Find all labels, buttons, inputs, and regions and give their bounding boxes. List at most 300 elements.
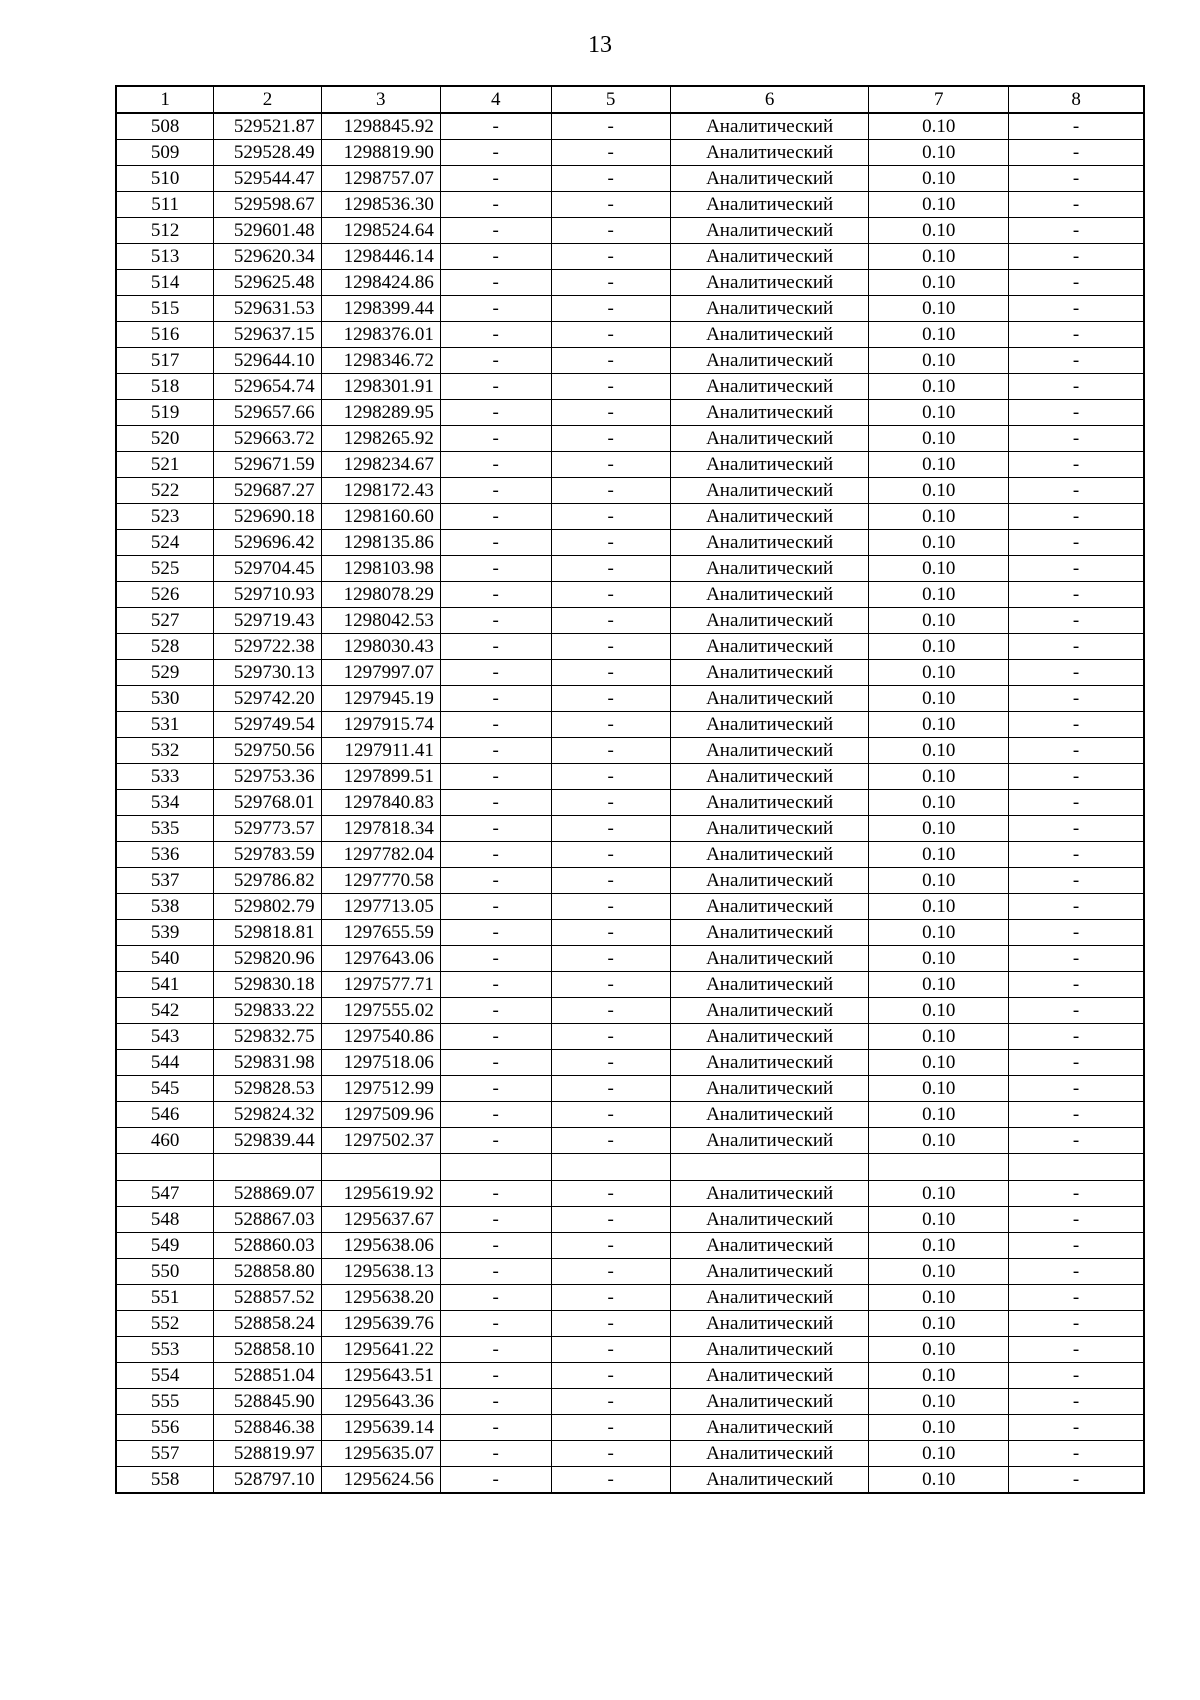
col8-cell: - [1009, 1102, 1144, 1128]
y-coordinate-cell: 1295643.36 [321, 1389, 440, 1415]
col4-cell: - [440, 1285, 551, 1311]
x-coordinate-cell: 529833.22 [214, 998, 321, 1024]
x-coordinate-cell: 529719.43 [214, 608, 321, 634]
point-number-cell: 534 [116, 790, 214, 816]
x-coordinate-cell: 529637.15 [214, 322, 321, 348]
y-coordinate-cell: 1298103.98 [321, 556, 440, 582]
accuracy-cell: 0.10 [869, 1311, 1009, 1337]
point-number-cell: 558 [116, 1467, 214, 1494]
method-cell [670, 1154, 869, 1181]
point-number-cell: 527 [116, 608, 214, 634]
y-coordinate-cell: 1295637.67 [321, 1207, 440, 1233]
y-coordinate-cell: 1298399.44 [321, 296, 440, 322]
col4-cell: - [440, 322, 551, 348]
col8-cell: - [1009, 660, 1144, 686]
col5-cell: - [551, 686, 670, 712]
method-cell: Аналитический [670, 1415, 869, 1441]
col5-cell: - [551, 738, 670, 764]
point-number-cell: 460 [116, 1128, 214, 1154]
x-coordinate-cell: 528797.10 [214, 1467, 321, 1494]
accuracy-cell: 0.10 [869, 686, 1009, 712]
method-cell: Аналитический [670, 1337, 869, 1363]
point-number-cell: 512 [116, 218, 214, 244]
table-row [116, 1389, 1144, 1415]
x-coordinate-cell: 529786.82 [214, 868, 321, 894]
point-number-cell: 530 [116, 686, 214, 712]
col8-cell: - [1009, 504, 1144, 530]
col8-cell: - [1009, 1233, 1144, 1259]
col4-cell: - [440, 244, 551, 270]
col4-cell: - [440, 1259, 551, 1285]
col5-cell: - [551, 842, 670, 868]
method-cell: Аналитический [670, 816, 869, 842]
method-cell: Аналитический [670, 946, 869, 972]
col4-cell: - [440, 920, 551, 946]
method-cell: Аналитический [670, 113, 869, 140]
x-coordinate-cell: 529783.59 [214, 842, 321, 868]
y-coordinate-cell: 1297915.74 [321, 712, 440, 738]
y-coordinate-cell: 1295624.56 [321, 1467, 440, 1494]
col4-cell: - [440, 972, 551, 998]
point-number-cell: 532 [116, 738, 214, 764]
col4-cell: - [440, 842, 551, 868]
y-coordinate-cell: 1297770.58 [321, 868, 440, 894]
col5-cell: - [551, 1467, 670, 1494]
accuracy-cell: 0.10 [869, 244, 1009, 270]
col4-cell: - [440, 1050, 551, 1076]
x-coordinate-cell: 529831.98 [214, 1050, 321, 1076]
col5-cell: - [551, 764, 670, 790]
point-number-cell: 516 [116, 322, 214, 348]
column-header: 8 [1009, 86, 1144, 113]
y-coordinate-cell: 1297840.83 [321, 790, 440, 816]
col5-cell: - [551, 972, 670, 998]
col5-cell: - [551, 1415, 670, 1441]
method-cell: Аналитический [670, 920, 869, 946]
col5-cell: - [551, 1207, 670, 1233]
col8-cell: - [1009, 140, 1144, 166]
col8-cell: - [1009, 296, 1144, 322]
point-number-cell: 518 [116, 374, 214, 400]
method-cell: Аналитический [670, 140, 869, 166]
method-cell: Аналитический [670, 1207, 869, 1233]
accuracy-cell: 0.10 [869, 998, 1009, 1024]
y-coordinate-cell: 1297509.96 [321, 1102, 440, 1128]
accuracy-cell: 0.10 [869, 764, 1009, 790]
point-number-cell: 522 [116, 478, 214, 504]
col8-cell: - [1009, 530, 1144, 556]
col8-cell: - [1009, 1128, 1144, 1154]
point-number-cell [116, 1154, 214, 1181]
x-coordinate-cell: 529625.48 [214, 270, 321, 296]
col4-cell: - [440, 686, 551, 712]
col8-cell: - [1009, 686, 1144, 712]
x-coordinate-cell: 529631.53 [214, 296, 321, 322]
col4-cell: - [440, 400, 551, 426]
method-cell: Аналитический [670, 556, 869, 582]
column-header: 2 [214, 86, 321, 113]
table-row [116, 634, 1144, 660]
point-number-cell: 544 [116, 1050, 214, 1076]
accuracy-cell: 0.10 [869, 1050, 1009, 1076]
col4-cell: - [440, 452, 551, 478]
col8-cell: - [1009, 894, 1144, 920]
accuracy-cell: 0.10 [869, 946, 1009, 972]
col4-cell: - [440, 1311, 551, 1337]
y-coordinate-cell: 1298301.91 [321, 374, 440, 400]
x-coordinate-cell: 529687.27 [214, 478, 321, 504]
x-coordinate-cell: 529690.18 [214, 504, 321, 530]
col8-cell: - [1009, 348, 1144, 374]
col4-cell: - [440, 894, 551, 920]
col8-cell: - [1009, 1363, 1144, 1389]
col8-cell: - [1009, 1076, 1144, 1102]
col8-cell: - [1009, 1207, 1144, 1233]
x-coordinate-cell: 529824.32 [214, 1102, 321, 1128]
accuracy-cell: 0.10 [869, 426, 1009, 452]
table-row [116, 1181, 1144, 1207]
accuracy-cell: 0.10 [869, 1363, 1009, 1389]
point-number-cell: 536 [116, 842, 214, 868]
table-row [116, 556, 1144, 582]
col4-cell: - [440, 374, 551, 400]
coordinates-table [115, 85, 1145, 1494]
x-coordinate-cell: 529704.45 [214, 556, 321, 582]
x-coordinate-cell: 528851.04 [214, 1363, 321, 1389]
col5-cell: - [551, 218, 670, 244]
x-coordinate-cell: 529773.57 [214, 816, 321, 842]
table-row [116, 478, 1144, 504]
col5-cell: - [551, 1363, 670, 1389]
x-coordinate-cell: 529671.59 [214, 452, 321, 478]
table-row [116, 686, 1144, 712]
table-row [116, 244, 1144, 270]
col5-cell: - [551, 530, 670, 556]
x-coordinate-cell: 528858.80 [214, 1259, 321, 1285]
col4-cell: - [440, 140, 551, 166]
col8-cell: - [1009, 452, 1144, 478]
col4-cell: - [440, 426, 551, 452]
col4-cell: - [440, 816, 551, 842]
accuracy-cell: 0.10 [869, 790, 1009, 816]
accuracy-cell: 0.10 [869, 218, 1009, 244]
point-number-cell: 551 [116, 1285, 214, 1311]
point-number-cell: 552 [116, 1311, 214, 1337]
accuracy-cell: 0.10 [869, 1181, 1009, 1207]
table-row [116, 504, 1144, 530]
accuracy-cell: 0.10 [869, 582, 1009, 608]
col8-cell: - [1009, 192, 1144, 218]
y-coordinate-cell: 1298030.43 [321, 634, 440, 660]
col4-cell: - [440, 556, 551, 582]
accuracy-cell: 0.10 [869, 1389, 1009, 1415]
col5-cell: - [551, 1311, 670, 1337]
table-row [116, 1259, 1144, 1285]
col5-cell: - [551, 1181, 670, 1207]
point-number-cell: 514 [116, 270, 214, 296]
table-row [116, 894, 1144, 920]
col8-cell: - [1009, 1259, 1144, 1285]
table-row [116, 608, 1144, 634]
x-coordinate-cell: 528846.38 [214, 1415, 321, 1441]
accuracy-cell: 0.10 [869, 1415, 1009, 1441]
method-cell: Аналитический [670, 322, 869, 348]
accuracy-cell: 0.10 [869, 1467, 1009, 1494]
table-row [116, 790, 1144, 816]
point-number-cell: 549 [116, 1233, 214, 1259]
col8-cell: - [1009, 218, 1144, 244]
table-row [116, 1363, 1144, 1389]
col4-cell: - [440, 530, 551, 556]
x-coordinate-cell: 529528.49 [214, 140, 321, 166]
accuracy-cell: 0.10 [869, 1285, 1009, 1311]
col4-cell: - [440, 634, 551, 660]
point-number-cell: 525 [116, 556, 214, 582]
y-coordinate-cell: 1298819.90 [321, 140, 440, 166]
table-row [116, 1311, 1144, 1337]
accuracy-cell: 0.10 [869, 1441, 1009, 1467]
point-number-cell: 533 [116, 764, 214, 790]
y-coordinate-cell: 1298289.95 [321, 400, 440, 426]
method-cell: Аналитический [670, 1389, 869, 1415]
col5-cell: - [551, 348, 670, 374]
accuracy-cell: 0.10 [869, 530, 1009, 556]
y-coordinate-cell: 1295639.14 [321, 1415, 440, 1441]
accuracy-cell: 0.10 [869, 816, 1009, 842]
col5-cell: - [551, 270, 670, 296]
point-number-cell: 546 [116, 1102, 214, 1128]
accuracy-cell: 0.10 [869, 842, 1009, 868]
col8-cell: - [1009, 738, 1144, 764]
column-header: 7 [869, 86, 1009, 113]
accuracy-cell: 0.10 [869, 1128, 1009, 1154]
table-row [116, 712, 1144, 738]
method-cell: Аналитический [670, 634, 869, 660]
accuracy-cell: 0.10 [869, 738, 1009, 764]
method-cell: Аналитический [670, 790, 869, 816]
col8-cell: - [1009, 764, 1144, 790]
column-header: 6 [670, 86, 869, 113]
accuracy-cell: 0.10 [869, 270, 1009, 296]
point-number-cell: 513 [116, 244, 214, 270]
col8-cell: - [1009, 816, 1144, 842]
col4-cell: - [440, 504, 551, 530]
table-row [116, 530, 1144, 556]
y-coordinate-cell: 1298234.67 [321, 452, 440, 478]
accuracy-cell: 0.10 [869, 374, 1009, 400]
col5-cell: - [551, 374, 670, 400]
point-number-cell: 535 [116, 816, 214, 842]
table-row [116, 113, 1144, 140]
x-coordinate-cell: 528819.97 [214, 1441, 321, 1467]
col5-cell: - [551, 426, 670, 452]
method-cell: Аналитический [670, 1467, 869, 1494]
col4-cell: - [440, 998, 551, 1024]
point-number-cell: 520 [116, 426, 214, 452]
x-coordinate-cell: 529521.87 [214, 113, 321, 140]
col8-cell: - [1009, 556, 1144, 582]
x-coordinate-cell: 528845.90 [214, 1389, 321, 1415]
table-row [116, 218, 1144, 244]
col4-cell: - [440, 1102, 551, 1128]
method-cell: Аналитический [670, 374, 869, 400]
col8-cell: - [1009, 1285, 1144, 1311]
y-coordinate-cell: 1298078.29 [321, 582, 440, 608]
table-row [116, 946, 1144, 972]
x-coordinate-cell: 529654.74 [214, 374, 321, 400]
accuracy-cell: 0.10 [869, 322, 1009, 348]
col8-cell: - [1009, 920, 1144, 946]
point-number-cell: 555 [116, 1389, 214, 1415]
accuracy-cell: 0.10 [869, 556, 1009, 582]
col5-cell: - [551, 1259, 670, 1285]
table-row [116, 1050, 1144, 1076]
y-coordinate-cell: 1298346.72 [321, 348, 440, 374]
col5-cell: - [551, 556, 670, 582]
method-cell: Аналитический [670, 400, 869, 426]
accuracy-cell: 0.10 [869, 894, 1009, 920]
point-number-cell: 553 [116, 1337, 214, 1363]
col4-cell: - [440, 582, 551, 608]
table-body [116, 113, 1144, 1493]
point-number-cell: 523 [116, 504, 214, 530]
col5-cell: - [551, 244, 670, 270]
x-coordinate-cell: 529730.13 [214, 660, 321, 686]
method-cell: Аналитический [670, 1024, 869, 1050]
accuracy-cell: 0.10 [869, 634, 1009, 660]
accuracy-cell: 0.10 [869, 192, 1009, 218]
table-row [116, 1207, 1144, 1233]
col4-cell: - [440, 868, 551, 894]
table-row [116, 738, 1144, 764]
y-coordinate-cell: 1298845.92 [321, 113, 440, 140]
method-cell: Аналитический [670, 764, 869, 790]
accuracy-cell: 0.10 [869, 1207, 1009, 1233]
method-cell: Аналитический [670, 842, 869, 868]
col8-cell: - [1009, 1389, 1144, 1415]
column-header: 3 [321, 86, 440, 113]
col5-cell: - [551, 1441, 670, 1467]
x-coordinate-cell [214, 1154, 321, 1181]
col5-cell: - [551, 608, 670, 634]
point-number-cell: 519 [116, 400, 214, 426]
method-cell: Аналитический [670, 1050, 869, 1076]
table-row [116, 1337, 1144, 1363]
x-coordinate-cell: 529753.36 [214, 764, 321, 790]
col4-cell: - [440, 1076, 551, 1102]
col8-cell [1009, 1154, 1144, 1181]
y-coordinate-cell: 1298042.53 [321, 608, 440, 634]
y-coordinate-cell: 1298424.86 [321, 270, 440, 296]
col8-cell: - [1009, 322, 1144, 348]
table-header-row [116, 86, 1144, 113]
x-coordinate-cell: 529620.34 [214, 244, 321, 270]
col4-cell: - [440, 1467, 551, 1494]
col8-cell: - [1009, 113, 1144, 140]
col8-cell: - [1009, 1181, 1144, 1207]
col5-cell: - [551, 322, 670, 348]
method-cell: Аналитический [670, 1076, 869, 1102]
point-number-cell: 538 [116, 894, 214, 920]
y-coordinate-cell: 1297818.34 [321, 816, 440, 842]
x-coordinate-cell: 529722.38 [214, 634, 321, 660]
method-cell: Аналитический [670, 894, 869, 920]
col4-cell: - [440, 218, 551, 244]
point-number-cell: 511 [116, 192, 214, 218]
x-coordinate-cell: 529657.66 [214, 400, 321, 426]
method-cell: Аналитический [670, 1259, 869, 1285]
y-coordinate-cell: 1298376.01 [321, 322, 440, 348]
table-row [116, 868, 1144, 894]
x-coordinate-cell: 529768.01 [214, 790, 321, 816]
method-cell: Аналитический [670, 972, 869, 998]
point-number-cell: 510 [116, 166, 214, 192]
y-coordinate-cell: 1298536.30 [321, 192, 440, 218]
col5-cell: - [551, 660, 670, 686]
y-coordinate-cell: 1298265.92 [321, 426, 440, 452]
column-header: 1 [116, 86, 214, 113]
col5-cell: - [551, 1076, 670, 1102]
y-coordinate-cell: 1295619.92 [321, 1181, 440, 1207]
accuracy-cell: 0.10 [869, 1233, 1009, 1259]
col8-cell: - [1009, 608, 1144, 634]
table-row [116, 322, 1144, 348]
col5-cell: - [551, 582, 670, 608]
column-header: 4 [440, 86, 551, 113]
col5-cell: - [551, 1050, 670, 1076]
col8-cell: - [1009, 270, 1144, 296]
table-row [116, 140, 1144, 166]
table-row [116, 426, 1144, 452]
col8-cell: - [1009, 1050, 1144, 1076]
y-coordinate-cell: 1297713.05 [321, 894, 440, 920]
method-cell: Аналитический [670, 998, 869, 1024]
accuracy-cell: 0.10 [869, 712, 1009, 738]
col4-cell: - [440, 1363, 551, 1389]
accuracy-cell: 0.10 [869, 504, 1009, 530]
x-coordinate-cell: 529820.96 [214, 946, 321, 972]
table-row [116, 998, 1144, 1024]
table-row [116, 166, 1144, 192]
y-coordinate-cell: 1297555.02 [321, 998, 440, 1024]
method-cell: Аналитический [670, 244, 869, 270]
x-coordinate-cell: 528860.03 [214, 1233, 321, 1259]
col5-cell: - [551, 790, 670, 816]
y-coordinate-cell: 1297512.99 [321, 1076, 440, 1102]
y-coordinate-cell: 1298446.14 [321, 244, 440, 270]
y-coordinate-cell: 1298757.07 [321, 166, 440, 192]
method-cell: Аналитический [670, 452, 869, 478]
table-row [116, 1024, 1144, 1050]
accuracy-cell: 0.10 [869, 608, 1009, 634]
point-number-cell: 517 [116, 348, 214, 374]
accuracy-cell [869, 1154, 1009, 1181]
y-coordinate-cell: 1297518.06 [321, 1050, 440, 1076]
method-cell: Аналитический [670, 426, 869, 452]
col8-cell: - [1009, 712, 1144, 738]
table-row [116, 400, 1144, 426]
x-coordinate-cell: 529839.44 [214, 1128, 321, 1154]
method-cell: Аналитический [670, 1285, 869, 1311]
col4-cell: - [440, 946, 551, 972]
col4-cell: - [440, 764, 551, 790]
point-number-cell: 543 [116, 1024, 214, 1050]
method-cell: Аналитический [670, 1102, 869, 1128]
point-number-cell: 537 [116, 868, 214, 894]
accuracy-cell: 0.10 [869, 113, 1009, 140]
col8-cell: - [1009, 478, 1144, 504]
col5-cell: - [551, 894, 670, 920]
